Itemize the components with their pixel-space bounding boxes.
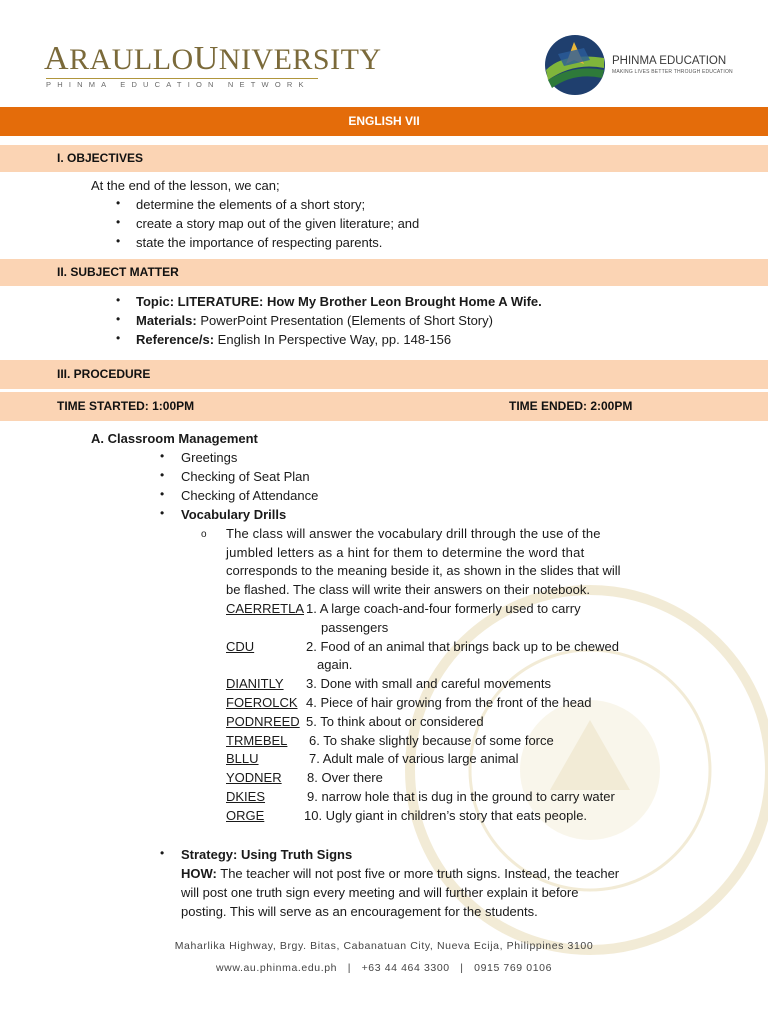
bullet-dot-icon: •: [116, 215, 121, 229]
vocab-item: [226, 806, 588, 825]
time-ended: TIME ENDED: 2:00PM: [509, 399, 633, 413]
vocab-item: [226, 693, 592, 712]
logo-rule: [46, 78, 318, 79]
vocabulary-drills-heading: Vocabulary Drills: [181, 507, 287, 522]
vocab-item: [226, 731, 554, 750]
logo-subtitle: PHINMA EDUCATION NETWORK: [46, 80, 310, 89]
vocab-word: ORGE: [226, 808, 265, 823]
vocab-intro-line: be flashed. The class will write their answers on their notebook.: [226, 582, 590, 597]
vocab-definition: 3. Done with small and careful movements: [306, 676, 551, 691]
bullet-dot-icon: •: [160, 846, 165, 860]
time-bar: [0, 392, 768, 421]
vocab-definition-cont: again.: [317, 657, 353, 672]
vocab-word: DIANITLY: [226, 676, 284, 691]
bullet-dot-icon: •: [160, 449, 165, 463]
strategy-heading: Strategy: Using Truth Signs: [181, 847, 353, 862]
phinma-logo-icon: [544, 34, 606, 96]
management-item: Greetings: [181, 450, 238, 465]
vocab-item: [226, 787, 615, 806]
vocab-definition: 8. Over there: [307, 770, 383, 785]
bullet-dot-icon: •: [116, 293, 121, 307]
vocab-item: [226, 749, 519, 768]
vocab-item: [226, 637, 619, 656]
vocab-definition: 5. To think about or considered: [306, 714, 484, 729]
vocab-intro-line: The class will answer the vocabulary drill through the use of the: [226, 526, 601, 541]
logo-wordmark: ARAULLOUNIVERSITY: [44, 40, 382, 77]
objective-item: create a story map out of the given literature; and: [136, 216, 420, 231]
vocab-definition: 10. Ugly giant in children’s story that eats people.: [304, 808, 588, 823]
bullet-dot-icon: •: [160, 487, 165, 501]
vocab-item: [226, 599, 581, 618]
bullet-dot-icon: •: [116, 196, 121, 210]
reference-line: Reference/s: English In Perspective Way, pp. 148-156: [136, 332, 452, 347]
footer-separator: |: [347, 962, 352, 974]
bullet-dot-icon: •: [116, 234, 121, 248]
phinma-tagline: MAKING LIVES BETTER THROUGH EDUCATION: [612, 69, 733, 75]
footer-address: Maharlika Highway, Brgy. Bitas, Cabanatuan City, Nueva Ecija, Philippines 3100: [174, 940, 594, 952]
vocab-definition: 9. narrow hole that is dug in the ground to carry water: [307, 789, 615, 804]
vocab-word: YODNER: [226, 770, 282, 785]
vocab-definition: 6. To shake slightly because of some force: [309, 733, 554, 748]
araullo-university-logo: [44, 40, 382, 90]
vocab-intro-line: jumbled letters as a hint for them to determine the word that: [226, 545, 585, 560]
vocab-definition-cont: passengers: [321, 620, 389, 635]
objective-item: state the importance of respecting parents.: [136, 235, 383, 250]
vocab-word: CDU: [226, 639, 255, 654]
objectives-intro: At the end of the lesson, we can;: [91, 178, 280, 193]
footer-contacts: [0, 962, 768, 974]
section-procedure-heading: III. PROCEDURE: [0, 360, 768, 389]
vocab-word: BLLU: [226, 751, 259, 766]
vocab-item: [226, 712, 484, 731]
management-item: Checking of Attendance: [181, 488, 319, 503]
course-title-bar: ENGLISH VII: [0, 107, 768, 136]
strategy-how-line: HOW: The teacher will not post five or more truth signs. Instead, the teacher: [181, 866, 620, 881]
footer-website: www.au.phinma.edu.ph: [215, 962, 338, 974]
vocab-word: PODNREED: [226, 714, 300, 729]
vocab-word: FOEROLCK: [226, 695, 298, 710]
time-started: TIME STARTED: 1:00PM: [57, 399, 195, 413]
vocab-word: CAERRETLA: [226, 601, 305, 616]
management-item: Checking of Seat Plan: [181, 469, 310, 484]
footer-separator: |: [460, 962, 464, 974]
classroom-management-heading: A. Classroom Management: [91, 431, 258, 446]
phinma-education-logo: [544, 34, 744, 100]
section-objectives-heading: I. OBJECTIVES: [0, 145, 768, 172]
footer-mobile: 0915 769 0106: [474, 962, 553, 974]
section-subject-matter-heading: II. SUBJECT MATTER: [0, 259, 768, 286]
materials-line: Materials: PowerPoint Presentation (Elements of Short Story): [136, 313, 493, 328]
vocab-definition: 4. Piece of hair growing from the front of the head: [306, 695, 592, 710]
bullet-dot-icon: •: [116, 331, 121, 345]
vocab-item: [226, 674, 551, 693]
bullet-dot-icon: •: [160, 506, 165, 520]
vocab-word: TRMEBEL: [226, 733, 288, 748]
vocab-definition: 2. Food of an animal that brings back up to be chewed: [306, 639, 619, 654]
sub-bullet-icon: o: [201, 529, 207, 540]
strategy-how-line: posting. This will serve as an encouragement for the students.: [181, 904, 538, 919]
vocab-definition: 7. Adult male of various large animal: [309, 751, 519, 766]
vocab-definition: 1. A large coach-and-four formerly used to carry: [306, 601, 581, 616]
objective-item: determine the elements of a short story;: [136, 197, 366, 212]
strategy-how-line: will post one truth sign every meeting and will further explain it before: [181, 885, 579, 900]
bullet-dot-icon: •: [160, 468, 165, 482]
vocab-item: [226, 768, 383, 787]
footer-phone: +63 44 464 3300: [361, 962, 450, 974]
vocab-word: DKIES: [226, 789, 266, 804]
topic-line: Topic: LITERATURE: How My Brother Leon Brought Home A Wife.: [136, 294, 542, 309]
vocab-intro-line: corresponds to the meaning beside it, as shown in the slides that will: [226, 563, 621, 578]
bullet-dot-icon: •: [116, 312, 121, 326]
phinma-name: PHINMA EDUCATION: [612, 55, 727, 67]
